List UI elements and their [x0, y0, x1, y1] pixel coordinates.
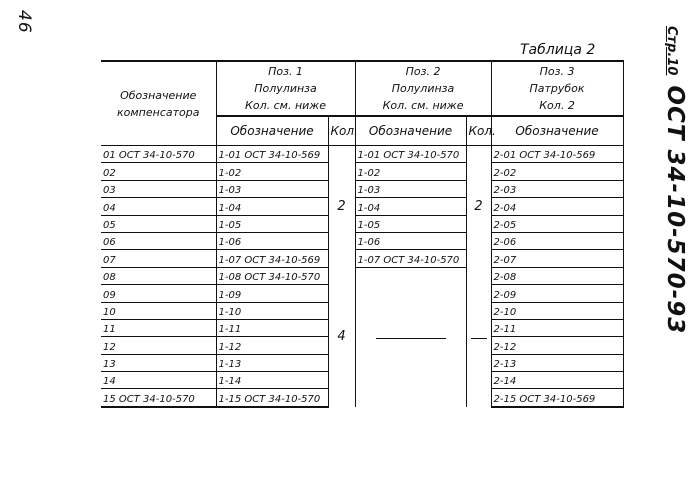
table-row [101, 163, 623, 180]
pos3-designation-cell: 2-08 [491, 267, 623, 284]
pos1-designation-cell: 1-12 [216, 337, 328, 354]
side-stamp-area [630, 20, 690, 335]
pos3-designation-cell: 2-07 [491, 250, 623, 267]
pos3-designation-cell: 2-09 [491, 285, 623, 302]
side-stamp [662, 26, 688, 334]
pos1-qty-cell: 2 [328, 146, 355, 268]
pos3-designation-cell: 2-13 [491, 354, 623, 371]
sheet-label: Стр.10 [664, 26, 679, 76]
header-pos2: Поз. 2 Полулинза Кол. см. ниже [355, 61, 491, 116]
subheader-pos1-designation: Обозначение [216, 116, 328, 146]
compensator-designation-cell: 07 [101, 250, 216, 267]
subheader-pos1-qty: Кол. [328, 116, 355, 146]
pos2-designation-cell: 1-01 ОСТ 34-10-570 [355, 146, 466, 163]
specification-table [101, 60, 624, 408]
pos1-designation-cell: 1-04 [216, 198, 328, 215]
compensator-designation-cell: 02 [101, 163, 216, 180]
pos3-designation-cell: 2-12 [491, 337, 623, 354]
subheader-pos2-qty: Кол. [466, 116, 491, 146]
pos2-designation-cell: 1-04 [355, 198, 466, 215]
page-number: 46 [14, 10, 34, 34]
compensator-designation-cell: 03 [101, 180, 216, 197]
pos2-designation-cell: 1-07 ОСТ 34-10-570 [355, 250, 466, 267]
table-row [101, 267, 623, 284]
pos1-designation-cell: 1-09 [216, 285, 328, 302]
compensator-designation-cell: 14 [101, 372, 216, 389]
pos2-qty-cell: 2 [466, 146, 491, 268]
compensator-designation-cell: 12 [101, 337, 216, 354]
pos2-designation-cell: 1-06 [355, 232, 466, 249]
pos2-qty-cell [466, 267, 491, 407]
table-row [101, 198, 623, 215]
pos1-qty-cell: 4 [328, 267, 355, 407]
table-row [101, 180, 623, 197]
pos2-designation-cell: 1-02 [355, 163, 466, 180]
compensator-designation-cell: 11 [101, 319, 216, 336]
compensator-designation-cell: 01 ОСТ 34-10-570 [101, 146, 216, 163]
table-row [101, 146, 623, 163]
pos2-designation-cell: 1-05 [355, 215, 466, 232]
pos1-designation-cell: 1-03 [216, 180, 328, 197]
pos1-designation-cell: 1-02 [216, 163, 328, 180]
pos1-designation-cell: 1-13 [216, 354, 328, 371]
header-pos3: Поз. 3 Патрубок Кол. 2 [491, 61, 623, 116]
compensator-designation-cell: 06 [101, 232, 216, 249]
standard-code: ОСТ 34-10-570-93 [662, 85, 688, 335]
pos3-designation-cell: 2-02 [491, 163, 623, 180]
pos1-designation-cell: 1-05 [216, 215, 328, 232]
pos1-designation-cell: 1-14 [216, 372, 328, 389]
header-pos1: Поз. 1 Полулинза Кол. см. ниже [216, 61, 355, 116]
pos2-designation-cell: 1-03 [355, 180, 466, 197]
compensator-designation-cell: 04 [101, 198, 216, 215]
pos3-designation-cell: 2-05 [491, 215, 623, 232]
pos1-designation-cell: 1-10 [216, 302, 328, 319]
pos3-designation-cell: 2-11 [491, 319, 623, 336]
subheader-pos2-designation: Обозначение [355, 116, 466, 146]
pos3-designation-cell: 2-01 ОСТ 34-10-569 [491, 146, 623, 163]
pos3-designation-cell: 2-06 [491, 232, 623, 249]
header-compensator-designation: Обозначение компенсатора [101, 61, 216, 146]
pos2-empty-block [355, 267, 466, 407]
pos3-designation-cell: 2-04 [491, 198, 623, 215]
table-caption: Таблица 2 [520, 42, 596, 58]
pos3-designation-cell: 2-14 [491, 372, 623, 389]
compensator-designation-cell: 05 [101, 215, 216, 232]
pos2-dash [376, 338, 446, 339]
compensator-designation-cell: 13 [101, 354, 216, 371]
pos3-designation-cell: 2-10 [491, 302, 623, 319]
pos1-designation-cell: 1-15 ОСТ 34-10-570 [216, 389, 328, 407]
pos1-designation-cell: 1-01 ОСТ 34-10-569 [216, 146, 328, 163]
pos2-qty-dash [471, 338, 487, 339]
pos1-designation-cell: 1-11 [216, 319, 328, 336]
compensator-designation-cell: 08 [101, 267, 216, 284]
pos1-designation-cell: 1-07 ОСТ 34-10-569 [216, 250, 328, 267]
pos1-designation-cell: 1-08 ОСТ 34-10-570 [216, 267, 328, 284]
pos3-designation-cell: 2-03 [491, 180, 623, 197]
pos3-designation-cell: 2-15 ОСТ 34-10-569 [491, 389, 623, 407]
compensator-designation-cell: 09 [101, 285, 216, 302]
table-row [101, 232, 623, 249]
compensator-designation-cell: 15 ОСТ 34-10-570 [101, 389, 216, 407]
compensator-designation-cell: 10 [101, 302, 216, 319]
pos1-designation-cell: 1-06 [216, 232, 328, 249]
table-row [101, 250, 623, 267]
table-row [101, 215, 623, 232]
table-body [101, 146, 623, 407]
subheader-pos3-designation: Обозначение [491, 116, 623, 146]
